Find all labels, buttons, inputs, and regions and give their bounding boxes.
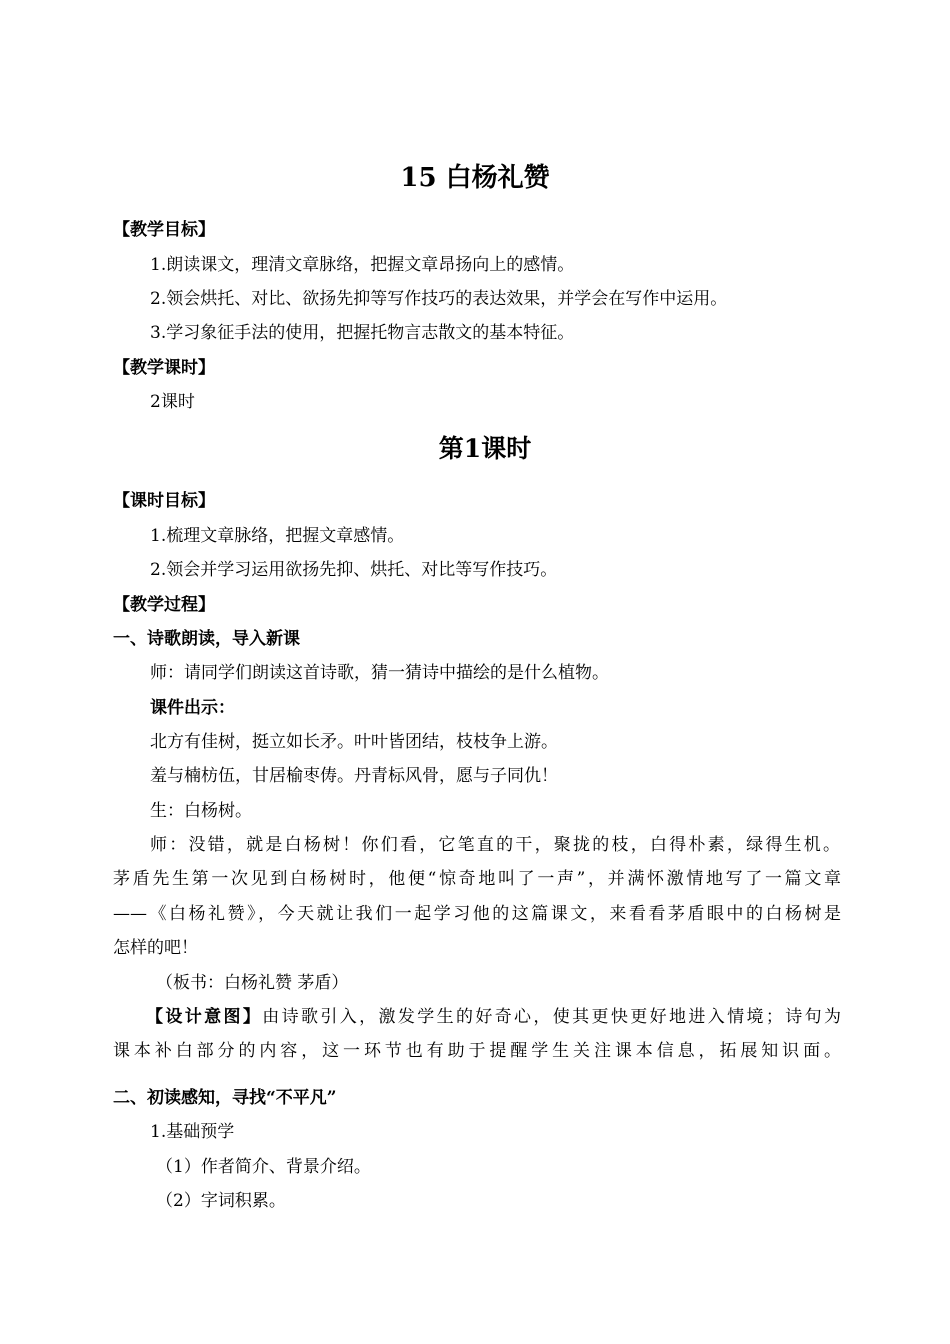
lesson-goal-item: 2.领会并学习运用欲扬先抑、烘托、对比等写作技巧。 [150, 560, 558, 580]
section-heading-teaching-goals: 【教学目标】 [113, 220, 215, 240]
part2-subitem: （2）字词积累。 [156, 1191, 286, 1211]
lesson-goal-item: 1.梳理文章脉络，把握文章感情。 [150, 526, 405, 546]
courseware-label: 课件出示： [150, 698, 235, 718]
poem-line: 羞与楠枋伍，甘居榆枣俦。丹青标风骨，愿与子同仇！ [150, 766, 558, 786]
document-title: 15 白杨礼赞 [400, 163, 550, 193]
goal-item: 1.朗读课文，理清文章脉络，把握文章昂扬向上的感情。 [150, 255, 575, 275]
section-heading-process: 【教学过程】 [113, 595, 215, 615]
student-line: 生：白杨树。 [150, 801, 252, 821]
blackboard-note: （板书：白杨礼赞 茅盾） [156, 973, 349, 993]
design-intent-line [146, 1006, 841, 1028]
teacher-line: 师：请同学们朗读这首诗歌，猜一猜诗中描绘的是什么植物。 [150, 663, 609, 683]
lesson-title: 第1课时 [438, 434, 532, 463]
hours-text: 2课时 [150, 392, 195, 412]
design-intent-line: 课本补白部分的内容，这一环节也有助于提醒学生关注课本信息，拓展知识面。 [113, 1041, 841, 1061]
design-intent-text: 由诗歌引入，激发学生的好奇心，使其更快更好地进入情境；诗句为 [262, 1007, 842, 1027]
poem-line: 北方有佳树，挺立如长矛。叶叶皆团结，枝枝争上游。 [150, 732, 558, 752]
teacher-paragraph-line: ——《白杨礼赞》，今天就让我们一起学习他的这篇课文，来看看茅盾眼中的白杨树是 [113, 904, 841, 924]
teacher-paragraph-line: 师：没错，就是白杨树！你们看，它笔直的干，聚拢的枝，白得朴素，绿得生机。 [150, 835, 840, 855]
goal-item: 2.领会烘托、对比、欲扬先抑等写作技巧的表达效果，并学会在写作中运用。 [150, 289, 728, 309]
part1-heading: 一、诗歌朗读，导入新课 [113, 629, 300, 649]
section-heading-hours: 【教学课时】 [113, 358, 215, 378]
goal-item: 3.学习象征手法的使用，把握托物言志散文的基本特征。 [150, 323, 575, 343]
teacher-paragraph-line: 怎样的吧！ [113, 938, 198, 958]
design-intent-label: 【设计意图】 [146, 1007, 263, 1027]
teacher-paragraph-line: 茅盾先生第一次见到白杨树时，他便“惊奇地叫了一声”，并满怀激情地写了一篇文章 [113, 869, 841, 889]
part2-item: 1.基础预学 [150, 1122, 235, 1142]
section-heading-lesson-goals: 【课时目标】 [113, 491, 215, 511]
part2-subitem: （1）作者简介、背景介绍。 [156, 1157, 371, 1177]
part2-heading: 二、初读感知，寻找“不平凡” [113, 1088, 337, 1108]
